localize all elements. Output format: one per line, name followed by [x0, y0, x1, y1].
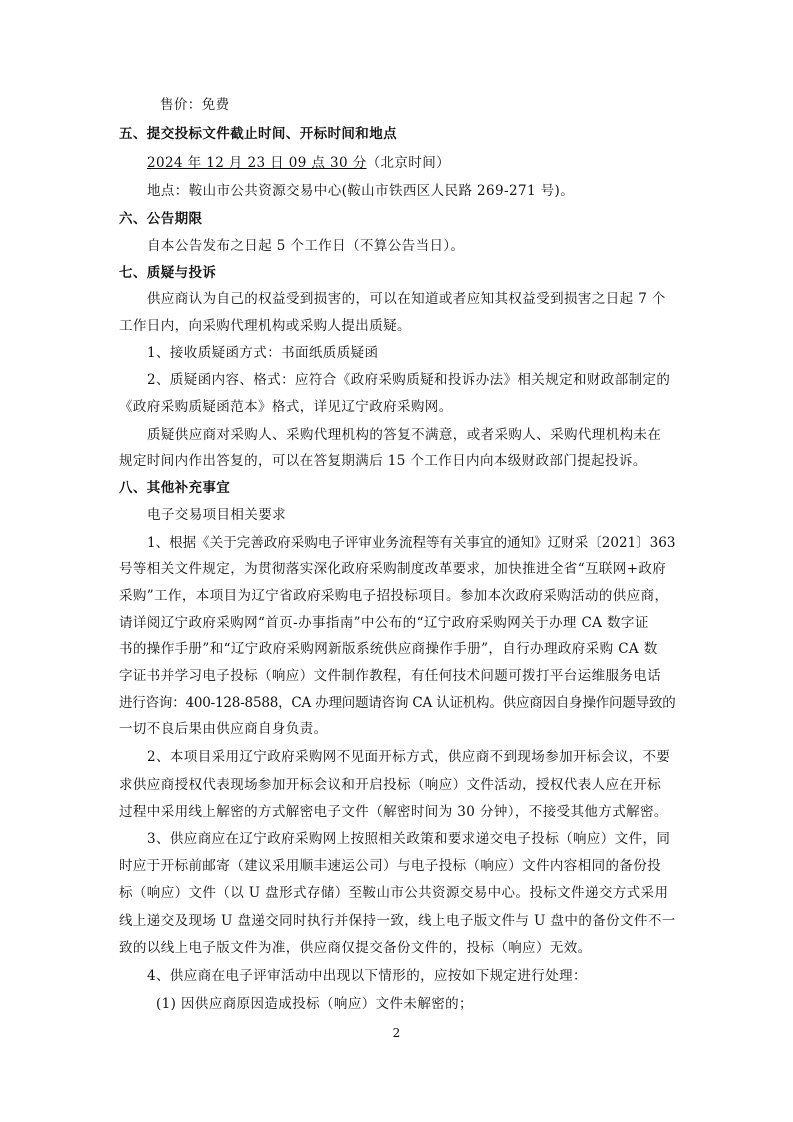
paragraph-line: 工作日内，向采购代理机构或采购人提出质疑。 — [119, 318, 411, 334]
paragraph-line: 进行咨询：400-128-8588，CA 办理问题请咨询 CA 认证机构。供应商因自身操作问题导致的 — [119, 695, 676, 711]
paragraph-line: 请详阅辽宁政府采购网“首页-办事指南”中公布的“辽宁政府采购网关于办理 CA 数字证 — [119, 615, 649, 631]
subheading: 电子交易项目相关要求 — [147, 507, 286, 523]
paragraph-line: 2、质疑函内容、格式：应符合《政府采购质疑和投诉办法》相关规定和财政部制定的 — [147, 372, 671, 388]
section-5-heading: 五、提交投标文件截止时间、开标时间和地点 — [119, 126, 397, 142]
deadline-timezone: （北京时间） — [366, 155, 450, 171]
paragraph-line: 过程中采用线上解密的方式解密电子文件（解密时间为 30 分钟），不接受其他方式解密。 — [119, 804, 668, 820]
paragraph-line: 规定时间内作出答复的，可以在答复期满后 15 个工作日内向本级财政部门提起投诉。 — [119, 453, 647, 469]
paragraph-line: 线上递交及现场 U 盘递交同时执行并保持一致，线上电子版文件与 U 盘中的备份文件不一 — [119, 913, 676, 929]
paragraph-line: 3、供应商应在辽宁政府采购网上按照相关政策和要求递交电子投标（响应）文件，同 — [147, 831, 671, 847]
page-number: 2 — [392, 1026, 401, 1040]
paragraph-line: 号等相关文件规定，为贯彻落实深化政府采购制度改革要求，加快推进全省“互联网+政府 — [119, 561, 667, 577]
paragraph-line: 采购”工作，本项目为辽宁省政府采购电子招投标项目。参加本次政府采购活动的供应商， — [119, 588, 669, 604]
paragraph-line: 1、接收质疑函方式：书面纸质质疑函 — [147, 345, 379, 361]
section-8-heading: 八、其他补充事宜 — [119, 480, 231, 496]
price-line: 售价：免费 — [160, 97, 230, 113]
paragraph-line: 4、供应商在电子评审活动中出现以下情形的，应按如下规定进行处理： — [147, 968, 587, 984]
paragraph-line: 标（响应）文件（以 U 盘形式存储）至鞍山市公共资源交易中心。投标文件递交方式采用 — [119, 885, 669, 901]
paragraph-line: 质疑供应商对采购人、采购代理机构的答复不满意，或者采购人、采购代理机构未在 — [147, 427, 662, 443]
paragraph-line: 一切不良后果由供应商自身负责。 — [119, 721, 328, 737]
paragraph-line: 致的以线上电子版文件为准，供应商仅提交备份文件的，投标（响应）无效。 — [119, 940, 592, 956]
deadline-datetime: 2024 年 12 月 23 日 09 点 30 分 — [147, 155, 367, 171]
notice-period-line: 自本公告发布之日起 5 个工作日（不算公告当日）。 — [147, 238, 465, 254]
paragraph-line: 求供应商授权代表现场参加开标会议和开启投标（响应）文件活动，授权代表人应在开标 — [119, 777, 662, 793]
paragraph-line: 字证书并学习电子投标（响应）文件制作教程，有任何技术问题可拨打平台运维服务电话 — [119, 668, 662, 684]
list-item: (1) 因供应商原因造成投标（响应）文件未解密的； — [156, 996, 473, 1012]
deadline-line — [147, 154, 450, 172]
paragraph-line: 书的操作手册”和“辽宁政府采购网新版系统供应商操作手册”，自行办理政府采购 CA 数 — [119, 641, 658, 657]
paragraph-line: 1、根据《关于完善政府采购电子评审业务流程等有关事宜的通知》辽财采〔2021〕363 — [147, 535, 676, 551]
paragraph-line: 《政府采购质疑函范本》格式，详见辽宁政府采购网。 — [119, 399, 453, 415]
paragraph-line: 2、本项目采用辽宁政府采购网不见面开标方式，供应商不到现场参加开标会议，不要 — [147, 749, 671, 765]
paragraph-line: 供应商认为自己的权益受到损害的，可以在知道或者应知其权益受到损害之日起 7 个 — [147, 291, 666, 307]
location-line: 地点：鞍山市公共资源交易中心(鞍山市铁西区人民路 269-271 号)。 — [147, 183, 575, 199]
section-7-heading: 七、质疑与投诉 — [119, 265, 217, 281]
section-6-heading: 六、公告期限 — [119, 211, 203, 227]
paragraph-line: 时应于开标前邮寄（建议采用顺丰速运公司）与电子投标（响应）文件内容相同的备份投 — [119, 858, 662, 874]
